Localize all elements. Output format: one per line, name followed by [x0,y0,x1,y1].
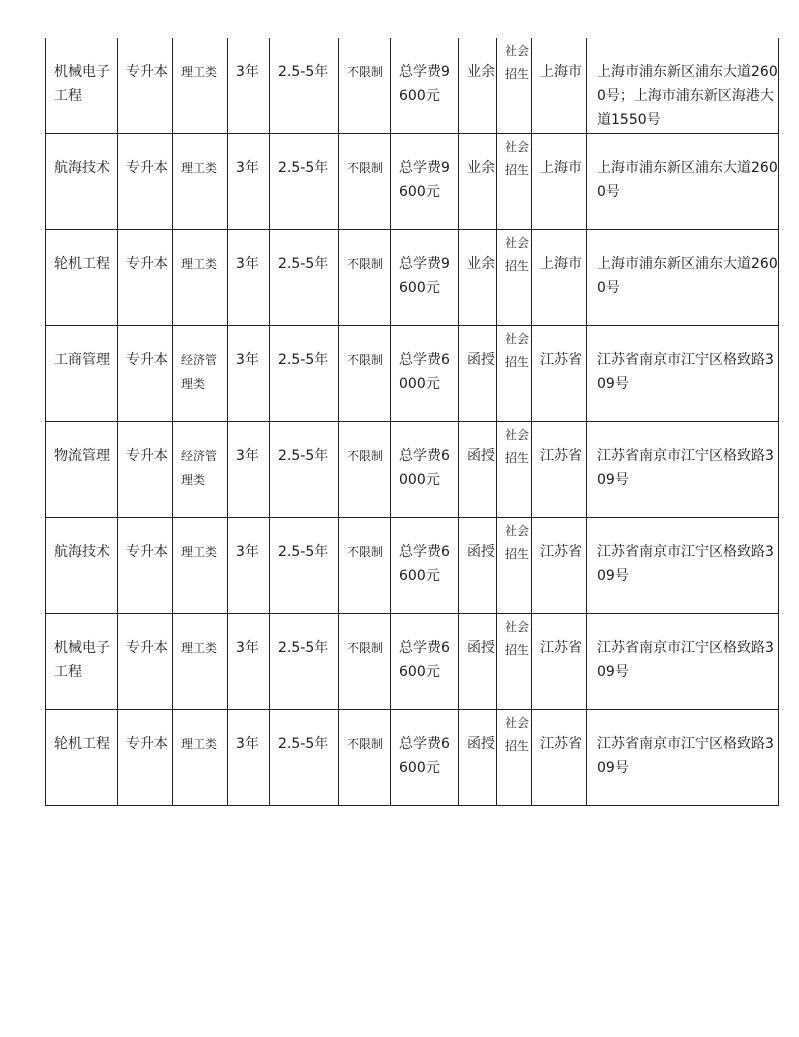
region-cell: 江苏省 [532,710,587,806]
mode-cell: 函授 [459,422,497,518]
address-cell: 江苏省南京市江宁区格致路309号 [587,326,779,422]
major-cell: 航海技术 [46,134,118,230]
category-cell: 理工类 [173,230,228,326]
category-cell: 理工类 [173,38,228,134]
major-cell: 机械电子工程 [46,614,118,710]
fee-cell: 总学费9600元 [391,230,459,326]
mode-cell: 函授 [459,518,497,614]
table-row [46,230,779,326]
limit-cell: 不限制 [339,38,391,134]
enroll-cell: 社会招生 [497,134,532,230]
duration-cell: 2.5-5年 [270,134,339,230]
mode-cell: 业余 [459,230,497,326]
enroll-cell: 社会招生 [497,710,532,806]
level-cell: 专升本 [118,134,173,230]
category-cell: 理工类 [173,614,228,710]
mode-cell: 业余 [459,134,497,230]
years-cell: 3年 [228,614,270,710]
enroll-cell: 社会招生 [497,422,532,518]
fee-cell: 总学费9600元 [391,38,459,134]
duration-cell: 2.5-5年 [270,710,339,806]
years-cell: 3年 [228,230,270,326]
region-cell: 江苏省 [532,614,587,710]
region-cell: 上海市 [532,38,587,134]
mode-cell: 业余 [459,38,497,134]
mode-cell: 函授 [459,614,497,710]
limit-cell: 不限制 [339,326,391,422]
region-cell: 江苏省 [532,326,587,422]
mode-cell: 函授 [459,326,497,422]
table-row [46,422,779,518]
fee-cell: 总学费6600元 [391,518,459,614]
duration-cell: 2.5-5年 [270,518,339,614]
table-row [46,326,779,422]
years-cell: 3年 [228,134,270,230]
table-row [46,614,779,710]
table-row [46,134,779,230]
region-cell: 江苏省 [532,422,587,518]
address-cell: 江苏省南京市江宁区格致路309号 [587,422,779,518]
address-cell: 江苏省南京市江宁区格致路309号 [587,710,779,806]
enroll-cell: 社会招生 [497,518,532,614]
limit-cell: 不限制 [339,518,391,614]
table-row [46,38,779,134]
table-body [46,38,779,806]
mode-cell: 函授 [459,710,497,806]
duration-cell: 2.5-5年 [270,614,339,710]
fee-cell: 总学费6000元 [391,326,459,422]
category-cell: 经济管理类 [173,422,228,518]
years-cell: 3年 [228,710,270,806]
limit-cell: 不限制 [339,422,391,518]
limit-cell: 不限制 [339,134,391,230]
limit-cell: 不限制 [339,230,391,326]
region-cell: 上海市 [532,230,587,326]
years-cell: 3年 [228,518,270,614]
enroll-cell: 社会招生 [497,38,532,134]
program-table [45,38,779,806]
address-cell: 上海市浦东新区浦东大道2600号；上海市浦东新区海港大道1550号 [587,38,779,134]
enroll-cell: 社会招生 [497,326,532,422]
level-cell: 专升本 [118,326,173,422]
address-cell: 上海市浦东新区浦东大道2600号 [587,134,779,230]
fee-cell: 总学费6600元 [391,614,459,710]
level-cell: 专升本 [118,230,173,326]
limit-cell: 不限制 [339,614,391,710]
category-cell: 理工类 [173,134,228,230]
category-cell: 经济管理类 [173,326,228,422]
limit-cell: 不限制 [339,710,391,806]
major-cell: 轮机工程 [46,230,118,326]
region-cell: 上海市 [532,134,587,230]
years-cell: 3年 [228,38,270,134]
duration-cell: 2.5-5年 [270,422,339,518]
major-cell: 物流管理 [46,422,118,518]
major-cell: 航海技术 [46,518,118,614]
category-cell: 理工类 [173,710,228,806]
major-cell: 机械电子工程 [46,38,118,134]
major-cell: 轮机工程 [46,710,118,806]
address-cell: 江苏省南京市江宁区格致路309号 [587,614,779,710]
level-cell: 专升本 [118,710,173,806]
level-cell: 专升本 [118,614,173,710]
category-cell: 理工类 [173,518,228,614]
table-row [46,518,779,614]
address-cell: 江苏省南京市江宁区格致路309号 [587,518,779,614]
years-cell: 3年 [228,326,270,422]
duration-cell: 2.5-5年 [270,38,339,134]
enroll-cell: 社会招生 [497,614,532,710]
level-cell: 专升本 [118,38,173,134]
major-cell: 工商管理 [46,326,118,422]
region-cell: 江苏省 [532,518,587,614]
enroll-cell: 社会招生 [497,230,532,326]
level-cell: 专升本 [118,422,173,518]
duration-cell: 2.5-5年 [270,230,339,326]
fee-cell: 总学费6000元 [391,422,459,518]
level-cell: 专升本 [118,518,173,614]
fee-cell: 总学费6600元 [391,710,459,806]
address-cell: 上海市浦东新区浦东大道2600号 [587,230,779,326]
years-cell: 3年 [228,422,270,518]
table-row [46,710,779,806]
duration-cell: 2.5-5年 [270,326,339,422]
fee-cell: 总学费9600元 [391,134,459,230]
